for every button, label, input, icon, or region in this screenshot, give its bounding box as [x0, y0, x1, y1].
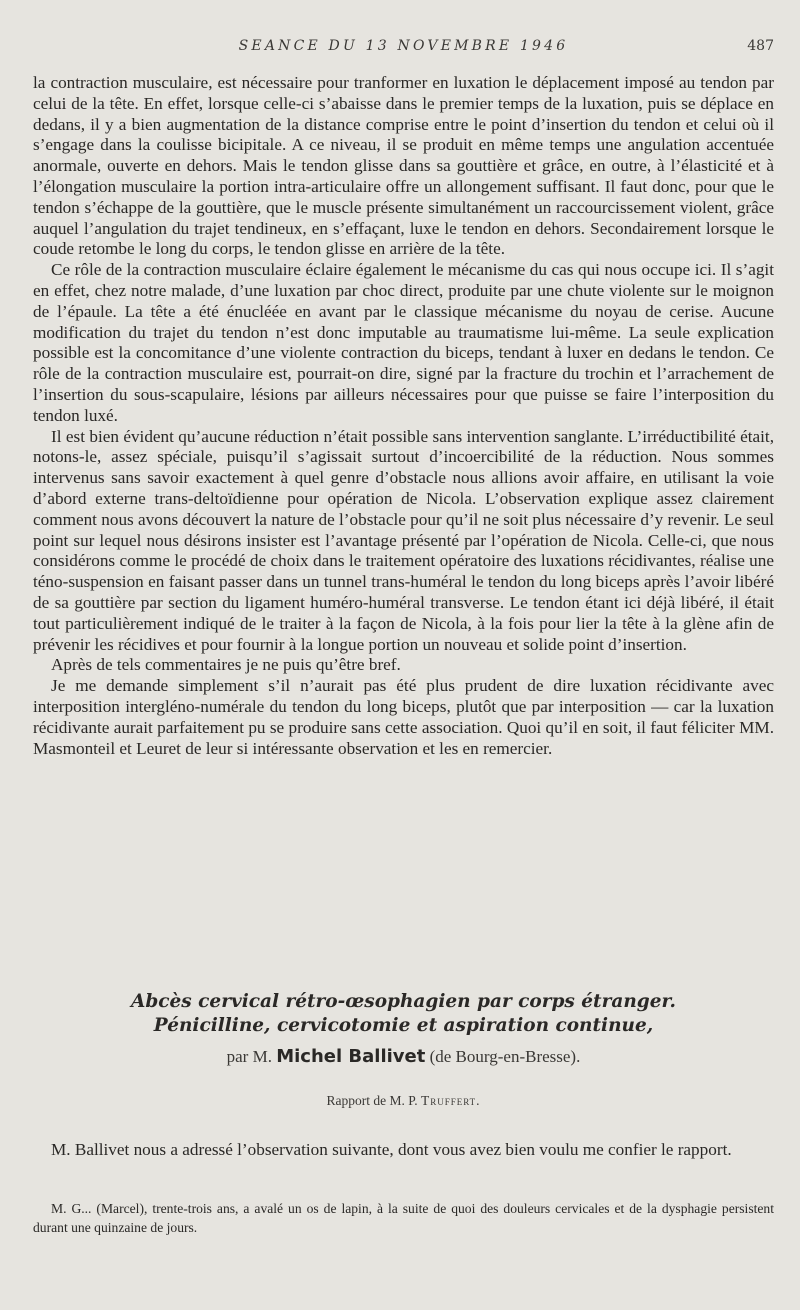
byline: [33, 1046, 774, 1067]
article-title-line-2: Pénicilline, cervicotomie et aspiration continue,: [153, 1015, 654, 1036]
paragraph-5: Je me demande simplement s’il n’aurait pas été plus prudent de dire luxation récidivante avec interposition intergléno-numérale du tendon du long biceps, plutôt que par interposition — car la luxation récidivante aurait parfaitement pu se produire sans cette association. Quoi qu’il en soit, il faut féliciter MM. Masmonteil et Leuret de leur si intéressante observation et les en remercier.: [33, 676, 774, 758]
page-number: 487: [747, 38, 774, 54]
byline-prefix: par M.: [226, 1047, 272, 1066]
intro-paragraph: M. Ballivet nous a adressé l’observation suivante, dont vous avez bien voulu me confier le rapport.: [51, 1140, 732, 1159]
observation-paragraph: M. G... (Marcel), trente-trois ans, a avalé un os de lapin, à la suite de quoi des douleurs cervicales et de la dysphagie persistent durant une quinzaine de jours.: [33, 1201, 774, 1235]
paragraph-4: Après de tels commentaires je ne puis qu’être bref.: [51, 655, 401, 675]
running-title: SEANCE DU 13 NOVEMBRE 1946: [238, 38, 569, 54]
author-name: Michel Ballivet: [276, 1046, 426, 1067]
article-title-line-1: Abcès cervical rétro-œsophagien par corps étranger.: [130, 991, 676, 1012]
report-author: Truffert.: [420, 1093, 481, 1108]
paragraph-3: Il est bien évident qu’aucune réduction n’était possible sans intervention sanglante. L’irréductibilité était, notons-le, assez spéciale, puisqu’il s’agissait surtout d’incoercibilité de la réduction. Nous sommes intervenus sans savoir exactement à quel genre d’obstacle nous allions avoir affaire, en utilisant la voie d’abord externe trans-deltoïdienne pour opération de Nicola. L’observation explique assez clairement comment nous avons découvert la nature de l’obstacle pour qu’il ne soit plus nécessaire d’y revenir. Le seul point sur lequel nous désirons insister est l’avantage présenté par l’opération de Nicola. Celle-ci, que nous considérons comme le procédé de choix dans le traitement opératoire des luxations récidivantes, réalise une téno-suspension en faisant passer dans un tunnel trans-huméral le tendon du long biceps après l’avoir libéré de sa gouttière par section du ligament huméro-huméral transverse. Le tendon étant ici déjà libéré, il était tout particulièrement indiqué de le traiter à la façon de Nicola, à la fois pour lier la tête à la glène afin de prévenir les récidives et pour fournir à la longue portion un nouveau et solide point d’insertion.: [33, 426, 774, 654]
observation: [33, 1199, 774, 1237]
paragraph-2: Ce rôle de la contraction musculaire éclaire également le mécanisme du cas qui nous occupe ici. Il s’agit en effet, chez notre malade, d’une luxation par choc direct, produite par une chute violente sur le moignon de l’épaule. La tête a été énucléée en avant par le classique mécanisme du noyau de cerise. Aucune modification du trajet du tendon n’est donc imputable au traumatisme lui-même. La seule explication possible est la concomitance d’une violente contraction du biceps, tendant à luxer en dedans le tendon. Ce rôle de la contraction musculaire est, pourrait-on dire, signé par la fracture du trochin et l’arrachement de l’insertion du sous-scapulaire, lésions par ailleurs nécessaires pour que puisse se faire l’interposition du tendon luxé.: [33, 260, 774, 425]
running-head: [33, 38, 774, 60]
author-location: (de Bourg-en-Bresse).: [429, 1047, 581, 1066]
article-title: [33, 990, 774, 1038]
intro: [33, 1140, 774, 1161]
paragraph-1: la contraction musculaire, est nécessaire pour tranformer en luxation le déplacement imposé au tendon par celui de la tête. En effet, lorsque celle-ci s’abaisse dans le premier temps de la luxation, puis se déplace en dedans, il y a bien augmentation de la distance comprise entre le point d’insertion du tendon et celui où il s’engage dans la coulisse bicipitale. A ce niveau, il se produit en même temps une angulation accentuée anormale, ouverte en dehors. Mais le tendon glisse dans sa gouttière et grâce, en outre, à l’élasticité et à l’élongation musculaire la portion intra-articulaire offre un allongement suffisant. Il faut donc, pour que le tendon s’échappe de la gouttière, que le muscle présente simultanément un raccourcissement violent, grâce auquel l’angulation du trajet tendineux, en s’effaçant, luxe le tendon en dehors. Secondairement lorsque le coude retombe le long du corps, le tendon glisse en arrière de la tête.: [33, 73, 774, 259]
report-line: [33, 1093, 774, 1109]
body-text: [33, 73, 774, 759]
report-prefix: Rapport de M. P.: [326, 1093, 418, 1108]
